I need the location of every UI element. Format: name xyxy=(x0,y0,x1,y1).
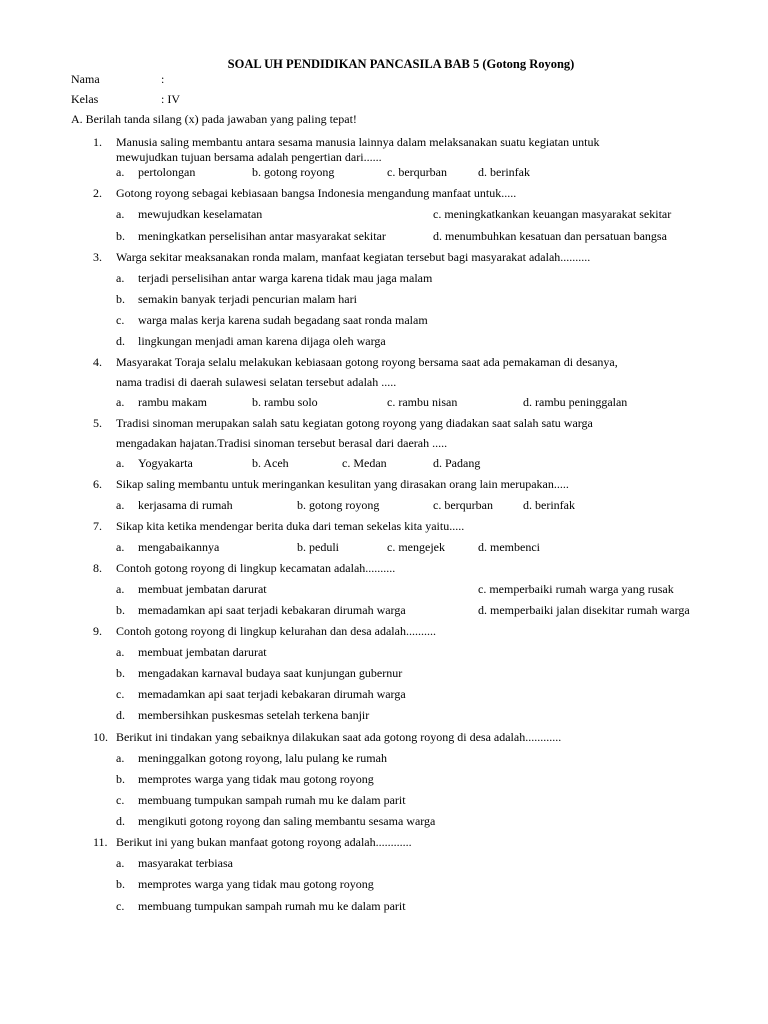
option-c: c. berqurban xyxy=(433,498,493,512)
question-number: 9. xyxy=(93,624,102,638)
option-d: d. berinfak xyxy=(523,498,575,512)
option-a: Yogyakarta xyxy=(138,456,193,470)
question-number: 11. xyxy=(93,835,108,849)
option-letter: d. xyxy=(116,334,125,348)
question-text: mengadakan hajatan.Tradisi sinoman tersebut berasal dari daerah ..... xyxy=(116,436,448,450)
question-number: 1. xyxy=(93,135,102,149)
option-letter: a. xyxy=(116,165,125,179)
question-number: 5. xyxy=(93,416,102,430)
option-d: mengikuti gotong royong dan saling membantu sesama warga xyxy=(138,814,436,828)
question-text: Sikap saling membantu untuk meringankan kesulitan yang dirasakan orang lain merupakan..... xyxy=(116,477,569,491)
option-b: memadamkan api saat terjadi kebakaran dirumah warga xyxy=(138,603,406,617)
option-c: memadamkan api saat terjadi kebakaran dirumah warga xyxy=(138,687,406,701)
page-title: SOAL UH PENDIDIKAN PANCASILA BAB 5 (Gotong Royong) xyxy=(227,57,575,71)
option-letter: b. xyxy=(116,666,125,680)
option-letter: c. xyxy=(116,687,125,701)
option-letter: c. xyxy=(116,313,125,327)
option-letter: b. xyxy=(116,229,125,243)
option-letter: c. xyxy=(116,793,125,807)
option-a: mengabaikannya xyxy=(138,540,220,554)
option-letter: a. xyxy=(116,456,125,470)
option-letter: a. xyxy=(116,856,125,870)
option-a: rambu makam xyxy=(138,395,207,409)
option-a: kerjasama di rumah xyxy=(138,498,233,512)
question-text: Gotong royong sebagai kebiasaan bangsa Indonesia mengandung manfaat untuk..... xyxy=(116,186,517,200)
question-text: Masyarakat Toraja selalu melakukan kebiasaan gotong royong bersama saat ada pemakaman di desanya, xyxy=(116,355,618,369)
option-d: d. memperbaiki jalan disekitar rumah warga xyxy=(478,603,690,617)
option-c: membuang tumpukan sampah rumah mu ke dalam parit xyxy=(138,899,406,913)
option-b: mengadakan karnaval budaya saat kunjungan gubernur xyxy=(138,666,403,680)
option-b: b. Aceh xyxy=(252,456,289,470)
option-c: c. berqurban xyxy=(387,165,447,179)
question-number: 10. xyxy=(93,730,108,744)
option-letter: b. xyxy=(116,877,125,891)
option-a: membuat jembatan darurat xyxy=(138,582,267,596)
kelas-label: Kelas xyxy=(71,92,99,106)
option-d: d. berinfak xyxy=(478,165,530,179)
question-text: Tradisi sinoman merupakan salah satu kegiatan gotong royong yang diadakan saat salah satu warga xyxy=(116,416,593,430)
option-b: b. gotong royong xyxy=(297,498,380,512)
question-text: Berikut ini tindakan yang sebaiknya dilakukan saat ada gotong royong di desa adalah............ xyxy=(116,730,562,744)
question-number: 7. xyxy=(93,519,102,533)
question-text: Sikap kita ketika mendengar berita duka dari teman sekelas kita yaitu..... xyxy=(116,519,465,533)
option-b: b. gotong royong xyxy=(252,165,335,179)
option-letter: b. xyxy=(116,292,125,306)
option-d: d. rambu peninggalan xyxy=(523,395,628,409)
option-letter: b. xyxy=(116,603,125,617)
option-b: memprotes warga yang tidak mau gotong royong xyxy=(138,772,374,786)
option-b: meningkatkan perselisihan antar masyarakat sekitar xyxy=(138,229,386,243)
option-letter: a. xyxy=(116,271,125,285)
option-a: masyarakat terbiasa xyxy=(138,856,233,870)
option-d: d. membenci xyxy=(478,540,540,554)
option-letter: a. xyxy=(116,645,125,659)
option-c: warga malas kerja karena sudah begadang saat ronda malam xyxy=(138,313,428,327)
question-number: 2. xyxy=(93,186,102,200)
option-c: c. meningkatkankan keuangan masyarakat sekitar xyxy=(433,207,672,221)
option-b: b. peduli xyxy=(297,540,339,554)
option-letter: a. xyxy=(116,207,125,221)
question-text: Contoh gotong royong di lingkup kelurahan dan desa adalah.......... xyxy=(116,624,436,638)
nama-label: Nama xyxy=(71,72,100,86)
nama-value: : xyxy=(161,72,165,86)
option-a: terjadi perselisihan antar warga karena tidak mau jaga malam xyxy=(138,271,433,285)
question-number: 4. xyxy=(93,355,102,369)
option-b: semakin banyak terjadi pencurian malam hari xyxy=(138,292,357,306)
question-text: Manusia saling membantu antara sesama manusia lainnya dalam melaksanakan suatu kegiatan untuk xyxy=(116,135,600,149)
option-a: meninggalkan gotong royong, lalu pulang ke rumah xyxy=(138,751,387,765)
option-c: membuang tumpukan sampah rumah mu ke dalam parit xyxy=(138,793,406,807)
question-number: 3. xyxy=(93,250,102,264)
option-b: b. rambu solo xyxy=(252,395,318,409)
option-letter: a. xyxy=(116,751,125,765)
question-text: Warga sekitar meaksanakan ronda malam, manfaat kegiatan tersebut bagi masyarakat adalah.......... xyxy=(116,250,591,264)
option-a: membuat jembatan darurat xyxy=(138,645,267,659)
option-d: d. Padang xyxy=(433,456,481,470)
question-text: nama tradisi di daerah sulawesi selatan tersebut adalah ..... xyxy=(116,375,397,389)
option-d: lingkungan menjadi aman karena dijaga oleh warga xyxy=(138,334,386,348)
option-letter: a. xyxy=(116,395,125,409)
question-number: 6. xyxy=(93,477,102,491)
option-c: c. mengejek xyxy=(387,540,445,554)
question-text: mewujudkan tujuan bersama adalah pengertian dari...... xyxy=(116,150,382,164)
option-c: c. rambu nisan xyxy=(387,395,458,409)
option-letter: a. xyxy=(116,498,125,512)
option-letter: d. xyxy=(116,814,125,828)
option-letter: d. xyxy=(116,708,125,722)
option-b: memprotes warga yang tidak mau gotong royong xyxy=(138,877,374,891)
option-c: c. memperbaiki rumah warga yang rusak xyxy=(478,582,674,596)
option-d: membersihkan puskesmas setelah terkena banjir xyxy=(138,708,370,722)
option-letter: c. xyxy=(116,899,125,913)
option-a: pertolongan xyxy=(138,165,196,179)
option-d: d. menumbuhkan kesatuan dan persatuan bangsa xyxy=(433,229,667,243)
kelas-value: : IV xyxy=(161,92,180,106)
instruction: A. Berilah tanda silang (x) pada jawaban yang paling tepat! xyxy=(71,112,357,126)
question-text: Contoh gotong royong di lingkup kecamatan adalah.......... xyxy=(116,561,396,575)
option-letter: a. xyxy=(116,540,125,554)
option-c: c. Medan xyxy=(342,456,387,470)
question-text: Berikut ini yang bukan manfaat gotong royong adalah............ xyxy=(116,835,412,849)
option-letter: a. xyxy=(116,582,125,596)
option-letter: b. xyxy=(116,772,125,786)
question-number: 8. xyxy=(93,561,102,575)
option-a: mewujudkan keselamatan xyxy=(138,207,263,221)
